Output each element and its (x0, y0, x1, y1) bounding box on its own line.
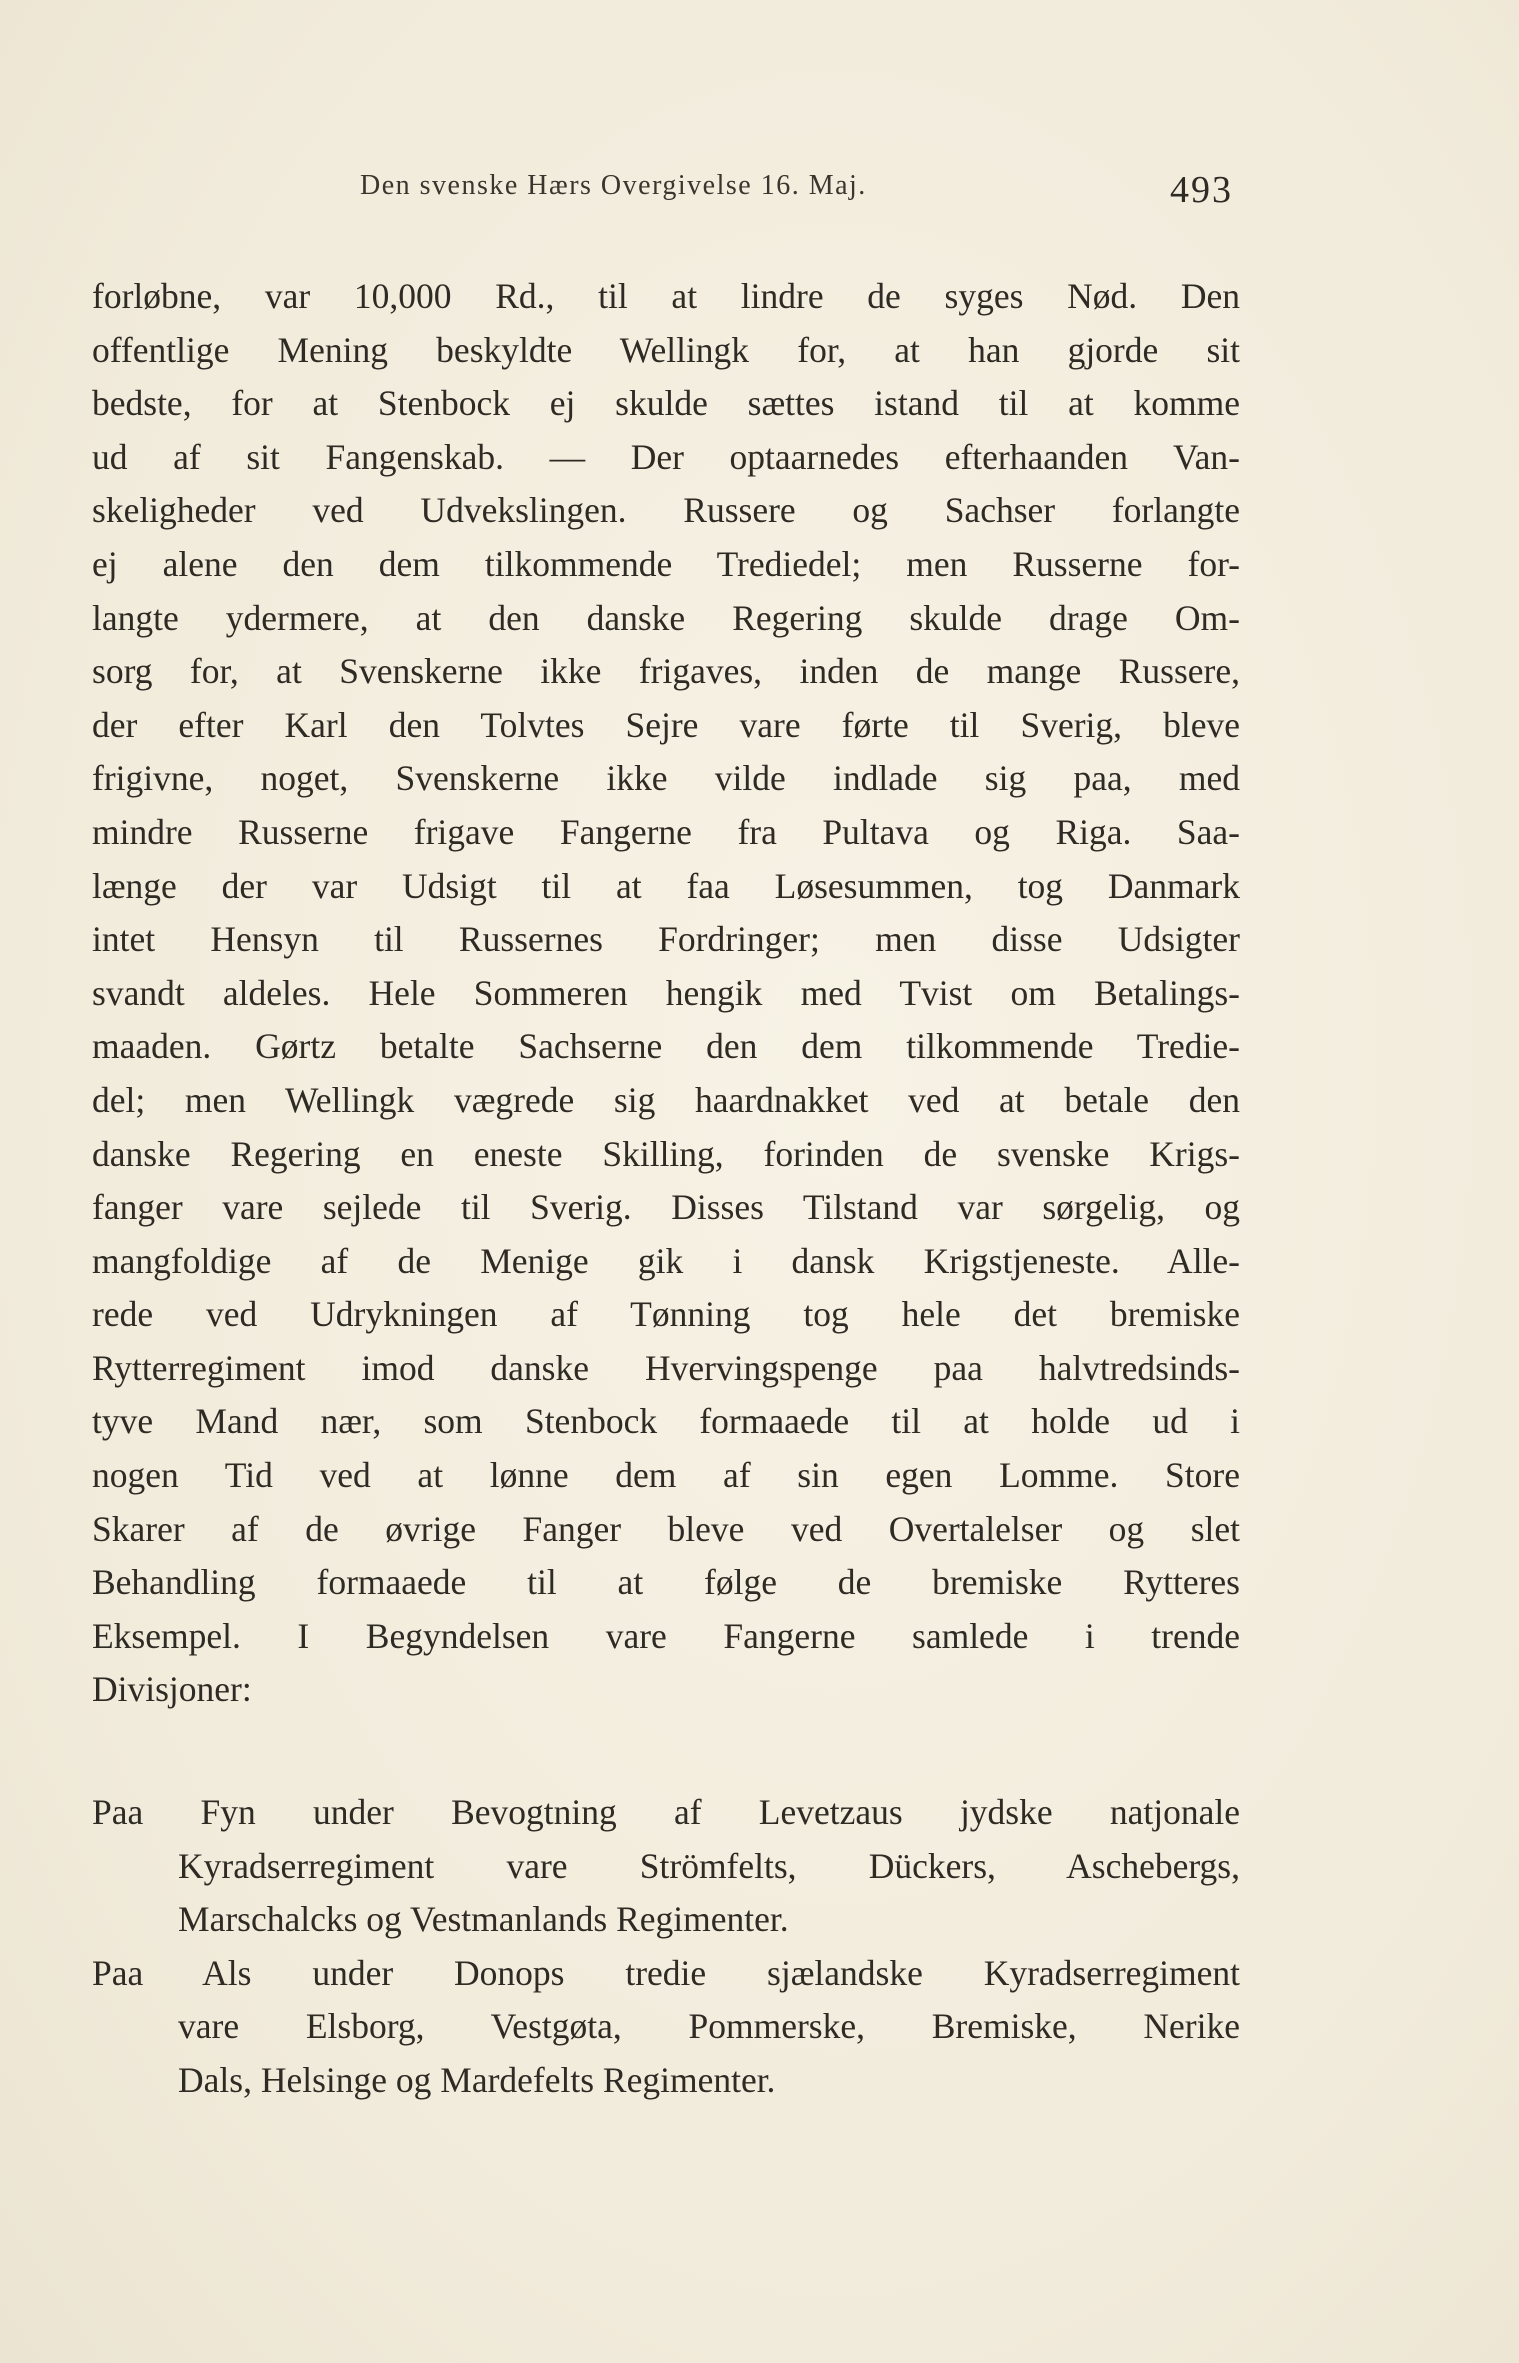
text-line: nogen Tid ved at lønne dem af sin egen Lomme. Store (92, 1455, 1240, 1496)
text-line: fanger vare sejlede til Sverig. Disses Tilstand var sørgelig, og (92, 1187, 1240, 1228)
running-head: Den svenske Hærs Overgivelse 16. Maj. (360, 170, 867, 201)
body-paragraph (92, 270, 1240, 1717)
text-line: sorg for, at Svenskerne ikke frigaves, inden de mange Russere, (92, 651, 1240, 692)
list-line: Paa Als under Donops tredie sjælandske Kyradserregiment (92, 1952, 1240, 1993)
division-list (92, 1786, 1240, 2108)
text-line: Divisjoner: (92, 1669, 252, 1710)
text-line: der efter Karl den Tolvtes Sejre vare førte til Sverig, bleve (92, 704, 1240, 745)
text-line: ej alene den dem tilkommende Trediedel; men Russerne for- (92, 543, 1240, 584)
text-line: rede ved Udrykningen af Tønning tog hele det bremiske (92, 1294, 1240, 1335)
list-item (92, 1786, 1240, 1947)
text-line: frigivne, noget, Svenskerne ikke vilde indlade sig paa, med (92, 758, 1240, 799)
text-line: Skarer af de øvrige Fanger bleve ved Overtalelser og slet (92, 1508, 1240, 1549)
list-line: Marschalcks og Vestmanlands Regimenter. (178, 1899, 789, 1940)
text-line: danske Regering en eneste Skilling, forinden de svenske Krigs- (92, 1133, 1240, 1174)
text-line: langte ydermere, at den danske Regering skulde drage Om- (92, 597, 1240, 638)
list-item (92, 1947, 1240, 2108)
text-line: skeligheder ved Udvekslingen. Russere og Sachser forlangte (92, 490, 1240, 531)
text-line: mindre Russerne frigave Fangerne fra Pultava og Riga. Saa- (92, 811, 1240, 852)
list-line: Paa Fyn under Bevogtning af Levetzaus jydske natjonale (92, 1792, 1240, 1832)
text-line: ud af sit Fangenskab. — Der optaarnedes efterhaanden Van- (92, 436, 1240, 477)
text-line: længe der var Udsigt til at faa Løsesummen, tog Danmark (92, 865, 1240, 906)
text-line: tyve Mand nær, som Stenbock formaaede til at holde ud i (92, 1401, 1240, 1442)
text-line: svandt aldeles. Hele Sommeren hengik med Tvist om Betalings- (92, 972, 1240, 1013)
text-line: mangfoldige af de Menige gik i dansk Krigstjeneste. Alle- (92, 1240, 1240, 1281)
text-line: intet Hensyn til Russernes Fordringer; men disse Udsigter (92, 919, 1240, 960)
text-line: del; men Wellingk vægrede sig haardnakket ved at betale den (92, 1079, 1240, 1120)
list-line: Kyradserregiment vare Strömfelts, Dückers, Aschebergs, (178, 1845, 1240, 1886)
list-line: Dals, Helsinge og Mardefelts Regimenter. (178, 2059, 776, 2100)
text-line: Behandling formaaede til at følge de bremiske Rytteres (92, 1562, 1240, 1603)
text-line: maaden. Gørtz betalte Sachserne den dem tilkommende Tredie- (92, 1026, 1240, 1067)
page-number: 493 (1170, 169, 1233, 211)
list-line: vare Elsborg, Vestgøta, Pommerske, Bremiske, Nerike (178, 2006, 1240, 2047)
text-line: forløbne, var 10,000 Rd., til at lindre de syges Nød. Den (92, 276, 1240, 316)
text-line: Eksempel. I Begyndelsen vare Fangerne samlede i trende (92, 1615, 1240, 1656)
text-line: bedste, for at Stenbock ej skulde sættes istand til at komme (92, 383, 1240, 424)
text-line: offentlige Mening beskyldte Wellingk for, at han gjorde sit (92, 329, 1240, 370)
text-line: Rytterregiment imod danske Hvervingspenge paa halvtredsinds- (92, 1347, 1240, 1388)
